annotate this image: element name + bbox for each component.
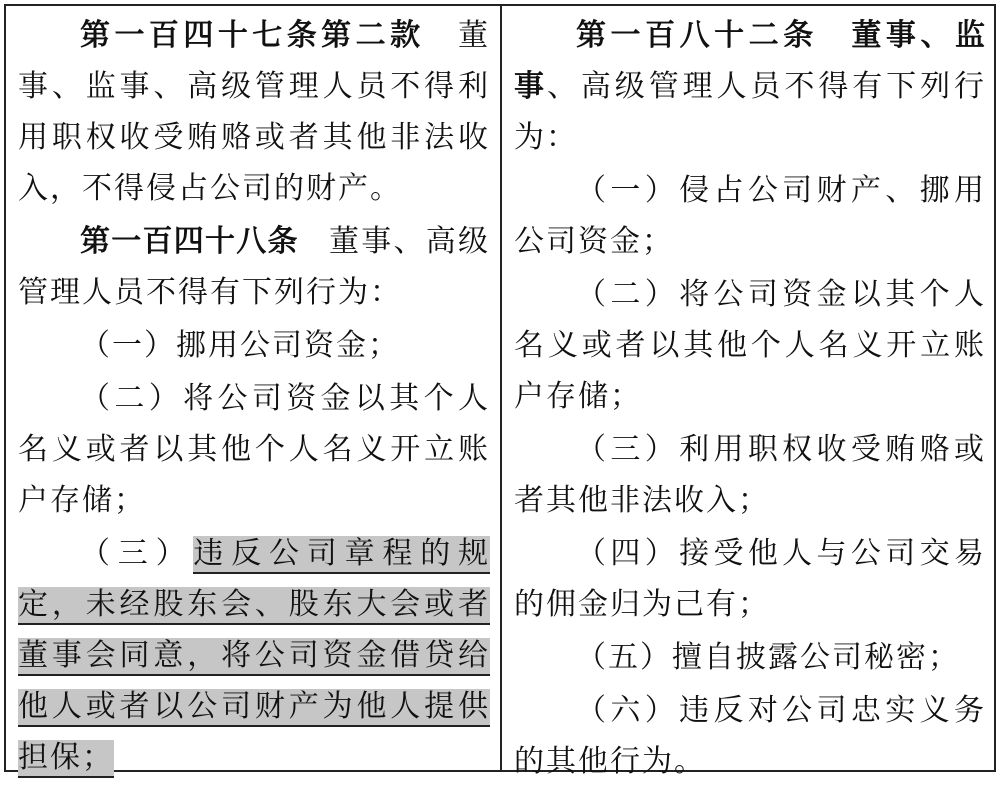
article-182-item-3: （三）利用职权收受贿赂或者其他非法收入； [514, 432, 986, 518]
highlighted-text: 违反公司章程的规定，未经股东会、股东大会或者董事会同意，将公司资金借贷给他人或者以公司财产为他人提供担保； [18, 536, 490, 778]
old-law-column [6, 6, 502, 775]
article-148-item-3 [18, 528, 490, 783]
comparison-table [4, 4, 996, 779]
article-147-clause-2 [18, 10, 490, 214]
article-182-item-1: （一）侵占公司财产、挪用公司资金； [514, 173, 986, 259]
article-148 [18, 216, 490, 318]
article-182-item-4: （四）接受他人与公司交易的佣金归为己有； [514, 536, 986, 622]
article-182-item-5: （五）擅自披露公司秘密； [576, 640, 960, 675]
article-182-body: 、高级管理人员不得有下列行为： [514, 69, 987, 155]
article-148-item-3-prefix: （三） [80, 536, 194, 571]
new-law-column [502, 6, 994, 779]
article-182-item-6: （六）违反对公司忠实义务的其他行为。 [514, 693, 986, 779]
article-182 [514, 10, 986, 163]
article-182-item-2: （二）将公司资金以其个人名义或者以其他个人名义开立账户存储； [514, 277, 986, 414]
article-148-item-1: （一）挪用公司资金； [80, 328, 400, 363]
article-182-title: 第一百八十二条 [576, 18, 818, 53]
article-148-item-2: （二）将公司资金以其个人名义或者以其他个人名义开立账户存储； [18, 381, 490, 518]
article-147-body: 董事、监事、高级管理人员不得利用职权收受贿赂或者其他非法收入，不得侵占公司的财产。 [18, 18, 491, 206]
article-182-subject: 董事、监事 [514, 18, 987, 104]
article-147-title: 第一百四十七条第二款 [80, 18, 425, 53]
article-148-intro: 董事、高级管理人员不得有下列行为： [18, 224, 490, 310]
article-148-title: 第一百四十八条 [80, 224, 299, 259]
